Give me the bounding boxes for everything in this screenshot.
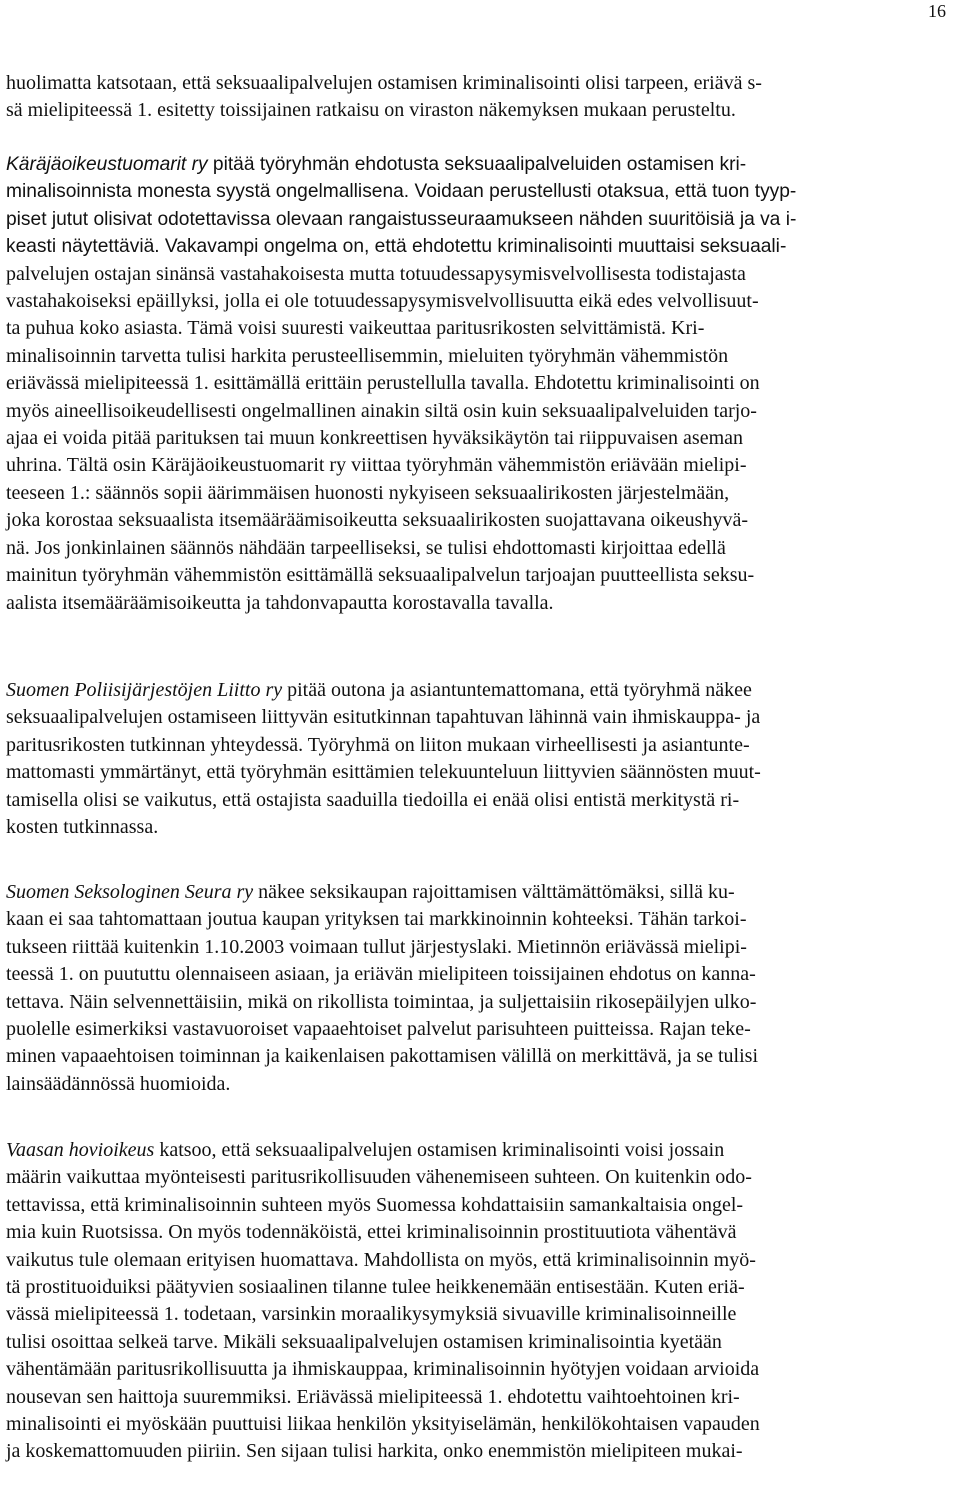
text-line: uhrina. Tältä osin Käräjäoikeustuomarit ry viittaa työryhmän vähemmistön eriävään mielipi- <box>6 454 747 477</box>
organization-name: Suomen Poliisijärjestöjen Liitto ry <box>6 679 283 701</box>
text-line: lainsäädännössä huomioida. <box>6 1072 231 1095</box>
text-line: joka korostaa seksuaalista itsemääräämisoikeutta seksuaalirikosten suojattavana oikeushyvä- <box>6 509 748 532</box>
text-line: katsoo, että seksuaalipalvelujen ostamisen kriminalisointi voisi jossain <box>154 1139 725 1161</box>
text-line: keasti näytettäviä. Vakavampi ongelma on, että ehdotettu kriminalisointi muuttaisi seksuaali- <box>6 236 787 258</box>
text-line: tukseen riittää kuitenkin 1.10.2003 voimaan tullut järjestyslaki. Mietinnön eriävässä mielipi- <box>6 935 747 958</box>
text-line: paritusrikosten tutkinnan yhteydessä. Työryhmä on liiton mukaan virheellisesti ja asiantunte- <box>6 733 750 756</box>
text-line: mia kuin Ruotsissa. On myös todennäköistä, ettei kriminalisoinnin prostituutiota vähentävä <box>6 1221 737 1244</box>
paragraph-body <box>6 677 953 841</box>
text-line: määrin vaikuttaa myönteisesti paritusrikollisuuden vähenemiseen suhteen. On kuitenkin odo- <box>6 1166 752 1189</box>
page-number: 16 <box>928 1 946 21</box>
text-line: puolelle esimerkiksi vastavuoroiset vapaaehtoiset palvelut parisuhteen puitteissa. Rajan teke- <box>6 1018 751 1041</box>
text-line: vässä mielipiteessä 1. todetaan, varsinkin moraalikysymyksiä sivuaville kriminalisoinneille <box>6 1303 737 1326</box>
text-line: myös aineellisoikeudellisesti ongelmallinen ainakin siltä osin kuin seksuaalipalveluiden tarjo- <box>6 399 757 422</box>
text-line: kosten tutkinnassa. <box>6 816 159 839</box>
text-line: pitää työryhmän ehdotusta seksuaalipalveluiden ostamisen kri- <box>207 154 747 175</box>
text-line: tulisi osoittaa selkeä tarve. Mikäli seksuaalipalvelujen ostamisen kriminalisointia kyetään <box>6 1330 722 1353</box>
text-line: eriävässä mielipiteessä 1. esittämällä erittäin perustellulla tavalla. Ehdotettu kriminalisointi on <box>6 372 760 395</box>
text-line: aalista itsemääräämisoikeutta ja tahdonvapautta korostavalla tavalla. <box>6 591 554 614</box>
text-line: teessä 1. on puututtu olennaiseen asiaan, ja eriävän mielipiteen toissijainen ehdotus on kanna- <box>6 963 756 986</box>
paragraph-body <box>6 70 953 125</box>
text-line: teeseen 1.: säännös sopii äärimmäisen huonosti nykyiseen seksuaalirikosten järjestelmään, <box>6 481 730 504</box>
text-line: mattomasti ymmärtänyt, että työryhmän esittämien telekuunteluun liittyvien säännösten muut- <box>6 761 761 784</box>
text-line: minen vapaaehtoisen toiminnan ja kaikenlaisen pakottamisen välillä on merkittävä, ja se tulisi <box>6 1045 759 1068</box>
text-line: minalisoinnin tarvetta tulisi harkita perusteellisemmin, mieluiten työryhmän vähemmistön <box>6 344 729 367</box>
text-line: näkee seksikaupan rajoittamisen välttämättömäksi, sillä ku- <box>253 881 735 903</box>
text-line: tamisella olisi se vaikutus, että ostajista saaduilla tiedoilla ei enää olisi entistä merkitystä ri- <box>6 788 740 811</box>
paragraph-body <box>6 151 953 617</box>
paragraph-intro <box>6 70 953 125</box>
text-line: ja koskemattomuuden piiriin. Sen sijaan tulisi harkita, onko enemmistön mielipiteen mukai- <box>6 1440 743 1463</box>
text-line: minalisoinnista monesta syystä ongelmallisena. Voidaan perustellusti otaksua, että tuon tyyp- <box>6 181 797 203</box>
paragraph-body <box>6 1137 953 1466</box>
organization-name: Käräjäoikeustuomarit ry <box>6 154 208 175</box>
text-line: mainitun työryhmän vähemmistön esittämällä seksuaalipalvelun tarjoajan puutteellista seksu- <box>6 564 755 587</box>
text-line: seksuaalipalvelujen ostamiseen liittyvän esitutkinnan tapahtuvan lähinnä vain ihmiskauppa- ja <box>6 706 761 729</box>
text-line: huolimatta katsotaan, että seksuaalipalvelujen ostamisen kriminalisointi olisi tarpeen, eriävä s- <box>6 72 762 94</box>
text-line: piset jutut olisivat odotettavissa olevaan rangaistusseuraamukseen nähden suuritöisiä ja va i- <box>6 208 797 230</box>
text-line: nä. Jos jonkinlainen säännös nähdään tarpeelliseksi, se tulisi ehdottomasti kirjoittaa edellä <box>6 536 726 559</box>
text-line: tä prostituoiduiksi päätyvien sosiaalinen tilanne tulee heikkenemään entisestään. Kuten eriä- <box>6 1276 745 1299</box>
paragraph-poliisijarjestot <box>6 677 953 841</box>
text-line: sä mielipiteessä 1. esitetty toissijainen ratkaisu on viraston näkemyksen mukaan perusteltu. <box>6 99 736 122</box>
text-line: vastahakoiseksi epäillyksi, jolla ei ole totuudessapysymisvelvollisuutta eikä edes velvollisuut- <box>6 290 759 313</box>
paragraph-body <box>6 879 953 1098</box>
text-line: tettavissa, että kriminalisoinnin suhteen myös Suomessa kohdattaisiin samankaltaisia ongel- <box>6 1193 744 1216</box>
text-line: ajaa ei voida pitää parituksen tai muun konkreettisen hyväksikäytön tai riippuvaisen aseman <box>6 427 744 450</box>
text-line: minalisointi ei myöskään puuttuisi liikaa henkilön yksityiselämän, henkilökohtaisen vapauden <box>6 1413 760 1436</box>
text-line: ta puhua koko asiasta. Tämä voisi suuresti vaikeuttaa paritusrikosten selvittämistä. Kri- <box>6 317 705 340</box>
text-line: vähentämään paritusrikollisuutta ja ihmiskauppaa, kriminalisoinnin hyötyjen voidaan arvioida <box>6 1358 760 1381</box>
text-line: palvelujen ostajan sinänsä vastahakoisesta mutta totuudessapysymisvelvollisesta todistajasta <box>6 262 746 285</box>
paragraph-karajaoikeustuomarit <box>6 151 953 617</box>
text-line: kaan ei saa tahtomattaan joutua kaupan yrityksen tai markkinoinnin kohteeksi. Tähän tarkoi- <box>6 908 747 931</box>
paragraph-vaasan-hovioikeus <box>6 1137 953 1466</box>
paragraph-seksologinen-seura <box>6 879 953 1098</box>
organization-name: Vaasan hovioikeus <box>6 1139 155 1161</box>
text-line: nousevan sen haittoja suuremmiksi. Eriävässä mielipiteessä 1. ehdotettu vaihtoehtoinen kri- <box>6 1385 740 1408</box>
text-line: vaikutus tule olemaan erityisen huomattava. Mahdollista on myös, että kriminalisoinnin myö- <box>6 1248 756 1271</box>
text-line: pitää outona ja asiantuntemattomana, että työryhmä näkee <box>282 679 752 701</box>
text-line: tettava. Näin selvennettäisiin, mikä on rikollista toimintaa, ja suljettaisiin rikosepäilyjen ulko- <box>6 990 757 1013</box>
organization-name: Suomen Seksologinen Seura ry <box>6 881 254 903</box>
